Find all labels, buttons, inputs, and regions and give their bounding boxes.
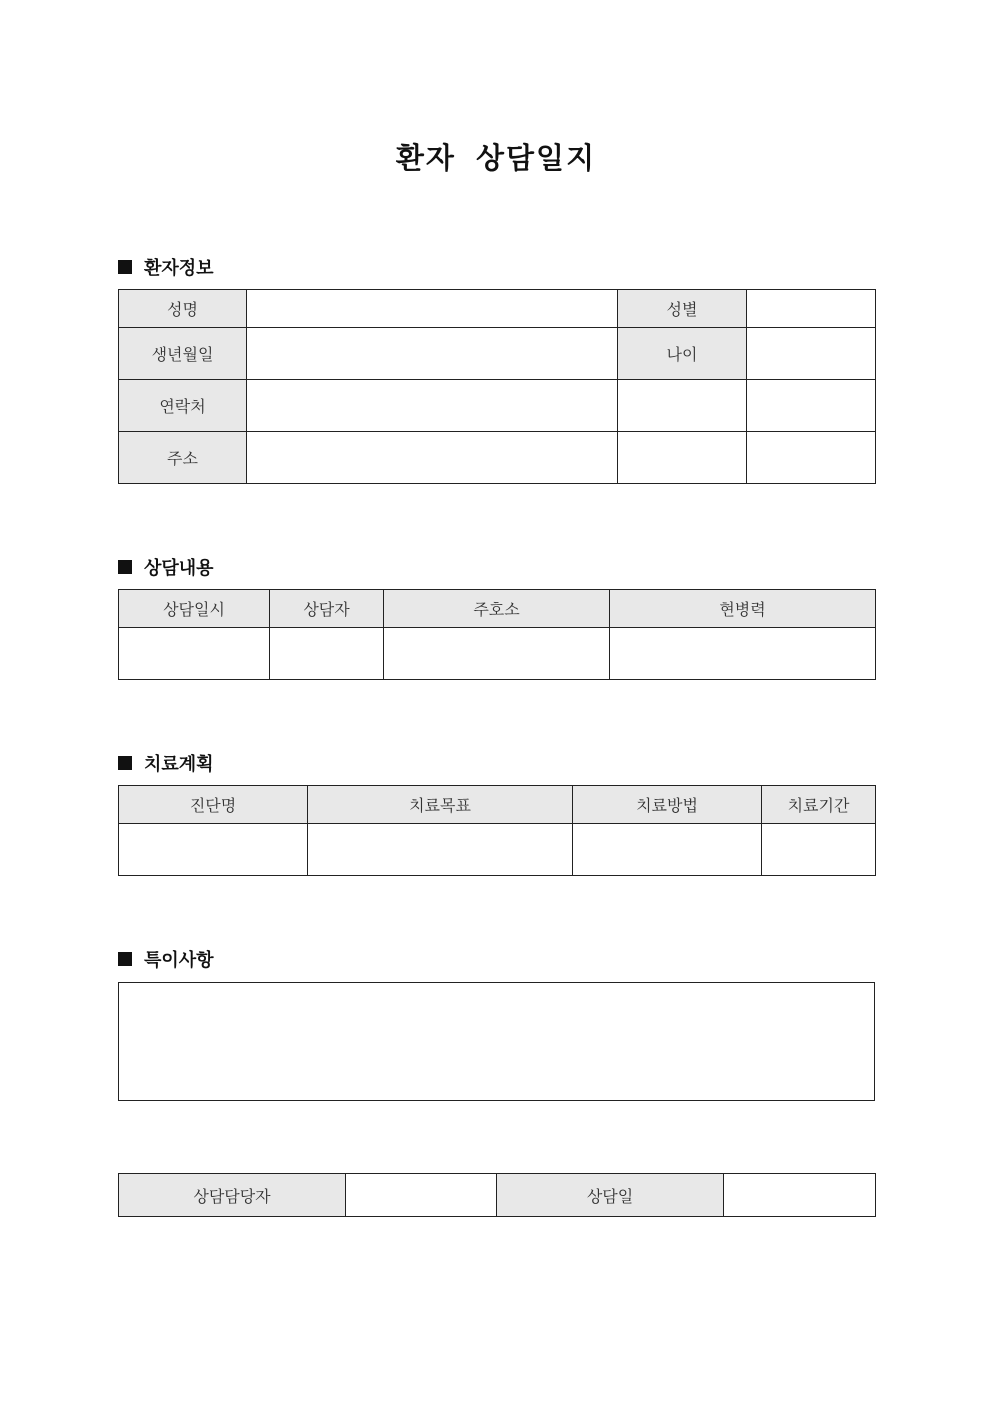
section-heading-patient-info xyxy=(118,254,214,280)
section-title: 특이사항 xyxy=(144,950,214,971)
column-header: 주호소 xyxy=(384,590,610,628)
column-header: 치료방법 xyxy=(573,786,762,824)
birth-label: 생년월일 xyxy=(119,328,247,380)
input-cell[interactable] xyxy=(308,824,573,876)
input-cell[interactable] xyxy=(762,824,876,876)
address-field[interactable] xyxy=(247,432,618,484)
blank-cell[interactable] xyxy=(747,380,876,432)
counselor-field[interactable] xyxy=(346,1174,497,1217)
input-cell[interactable] xyxy=(270,628,384,680)
section-heading-consultation xyxy=(118,554,214,580)
column-header: 진단명 xyxy=(119,786,308,824)
notes-field[interactable] xyxy=(118,982,875,1101)
input-cell[interactable] xyxy=(573,824,762,876)
contact-field[interactable] xyxy=(247,380,618,432)
name-field[interactable] xyxy=(247,290,618,328)
treatment-table xyxy=(118,785,876,876)
consultation-table xyxy=(118,589,876,680)
section-title: 환자정보 xyxy=(144,258,214,279)
age-field[interactable] xyxy=(747,328,876,380)
blank-cell[interactable] xyxy=(747,432,876,484)
page-title: 환자 상담일지 xyxy=(395,141,597,175)
name-label: 성명 xyxy=(119,290,247,328)
column-header: 현병력 xyxy=(610,590,876,628)
input-cell[interactable] xyxy=(119,824,308,876)
blank-cell[interactable] xyxy=(618,380,747,432)
column-header: 상담자 xyxy=(270,590,384,628)
square-bullet-icon xyxy=(118,952,132,966)
contact-label: 연락처 xyxy=(119,380,247,432)
age-label: 나이 xyxy=(618,328,747,380)
birth-field[interactable] xyxy=(247,328,618,380)
column-header: 치료기간 xyxy=(762,786,876,824)
counselor-label: 상담담당자 xyxy=(119,1174,346,1217)
section-title: 치료계획 xyxy=(144,754,214,775)
input-cell[interactable] xyxy=(119,628,270,680)
date-label: 상담일 xyxy=(497,1174,724,1217)
section-heading-treatment xyxy=(118,750,214,776)
gender-field[interactable] xyxy=(747,290,876,328)
square-bullet-icon xyxy=(118,756,132,770)
input-cell[interactable] xyxy=(384,628,610,680)
section-heading-notes xyxy=(118,946,214,972)
gender-label: 성별 xyxy=(618,290,747,328)
date-field[interactable] xyxy=(724,1174,876,1217)
blank-cell[interactable] xyxy=(618,432,747,484)
column-header: 치료목표 xyxy=(308,786,573,824)
square-bullet-icon xyxy=(118,260,132,274)
column-header: 상담일시 xyxy=(119,590,270,628)
footer-table xyxy=(118,1173,876,1217)
patient-info-table xyxy=(118,289,876,484)
square-bullet-icon xyxy=(118,560,132,574)
address-label: 주소 xyxy=(119,432,247,484)
input-cell[interactable] xyxy=(610,628,876,680)
section-title: 상담내용 xyxy=(144,558,214,579)
